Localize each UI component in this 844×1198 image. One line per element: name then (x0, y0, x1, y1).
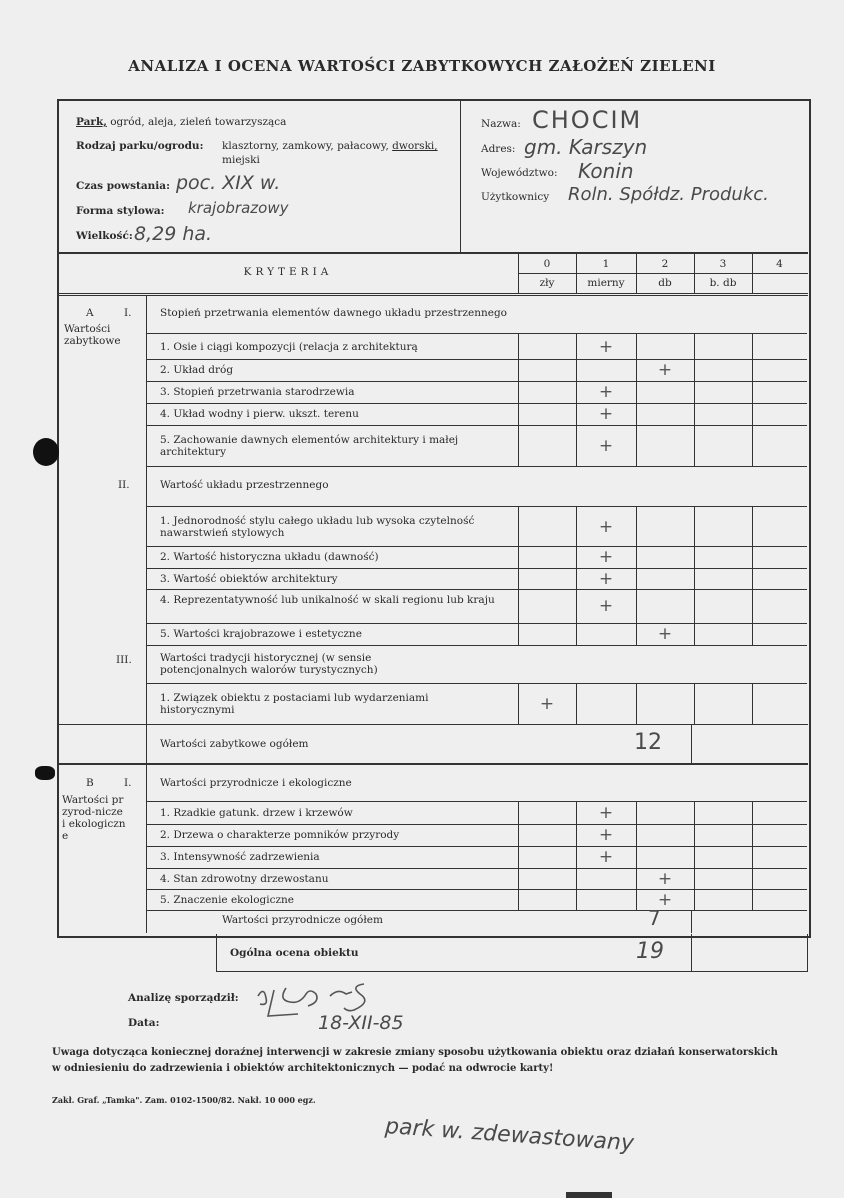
forma-label: Forma stylowa: (76, 205, 165, 217)
criteria-row-label: 4. Reprezentatywność lub unikalność w skali regionu lub kraju (160, 594, 495, 606)
sporzadzil-label: Analizę sporządził: (128, 992, 239, 1004)
uwaga-line-2: w odniesieniu do zadrzewienia i obiektów architektonicznych — podać na odwrocie karty! (52, 1063, 554, 1074)
row-cell-divider (576, 334, 577, 359)
scan-mark (566, 1192, 612, 1198)
row-cell-divider (752, 568, 753, 589)
criteria-header-bottom-line (58, 293, 808, 294)
handwritten-note: park w. zdewastowany (384, 1114, 635, 1157)
row-cell-divider (576, 889, 577, 910)
total-a-divider (691, 724, 692, 763)
row-cell-divider (752, 824, 753, 846)
row-cell-divider (752, 589, 753, 623)
row-bottom-line (147, 846, 807, 847)
col-header-num-2: 2 (661, 258, 669, 270)
criteria-row-mark: + (539, 694, 555, 714)
criteria-row-label: 3. Stopień przetrwania starodrzewia (160, 386, 355, 398)
total-a-value: 12 (634, 730, 662, 755)
row-cell-divider (694, 425, 695, 466)
wojewodztwo-value: Konin (578, 159, 634, 183)
criteria-row-label: 1. Rzadkie gatunk. drzew i krzewów (160, 806, 353, 819)
section-a-top-line (58, 295, 808, 296)
section-a-roman-3: III. (116, 654, 132, 666)
row-cell-divider (694, 381, 695, 403)
row-cell-divider (518, 684, 519, 724)
row-bottom-line (147, 623, 807, 624)
row-cell-divider (518, 546, 519, 568)
row-bottom-line (147, 359, 807, 360)
group-a2-heading: Wartość układu przestrzennego (160, 479, 329, 491)
criteria-row-mark: + (657, 868, 673, 889)
punch-hole-bottom (35, 766, 55, 780)
criteria-row-mark: + (598, 802, 614, 823)
criteria-row-mark: + (598, 568, 614, 589)
criteria-row-mark: + (598, 516, 614, 537)
row-cell-divider (518, 334, 519, 359)
section-a-roman-2: II. (118, 479, 130, 491)
row-cell-divider (518, 801, 519, 824)
section-b-roman: I. (124, 777, 132, 789)
row-cell-divider (636, 403, 637, 425)
col-header-num-3: 3 (719, 258, 727, 270)
criteria-row-label: 2. Wartość historyczna układu (dawność) (160, 551, 379, 563)
col-header-num-1: 1 (602, 258, 610, 270)
row-cell-divider (694, 623, 695, 645)
uwaga-line-1: Uwaga dotycząca koniecznej doraźnej interwencji w zakresie zmiany sposobu użytkowania obiektu oraz działań konserwatorskich (52, 1047, 778, 1058)
criteria-row-mark: + (657, 360, 673, 380)
row-cell-divider (576, 425, 577, 466)
section-b-letter: B (86, 777, 94, 789)
criteria-row-label: 4. Stan zdrowotny drzewostanu (160, 872, 329, 885)
row-cell-divider (518, 507, 519, 546)
park-type-line: Park, ogród, aleja, zieleń towarzysząca (76, 116, 287, 128)
row-cell-divider (576, 824, 577, 846)
row-cell-divider (636, 846, 637, 868)
total-b-top-line (147, 910, 807, 911)
row-cell-divider (694, 868, 695, 889)
criteria-row-mark: + (598, 336, 614, 357)
row-cell-divider (518, 568, 519, 589)
criteria-row-label: 4. Układ wodny i pierw. ukszt. terenu (160, 408, 359, 420)
row-cell-divider (518, 846, 519, 868)
wielkosc-value: 8,29 ha. (134, 223, 213, 245)
row-cell-divider (518, 623, 519, 645)
ogolna-label: Ogólna ocena obiektu (230, 947, 359, 959)
row-bottom-line (147, 824, 807, 825)
total-b-label: Wartości przyrodnicze ogółem (222, 914, 383, 926)
adres-value: gm. Karszyn (524, 135, 648, 159)
data-value: 18-XII-85 (318, 1012, 404, 1034)
row-bottom-line (147, 546, 807, 547)
row-bottom-line (147, 568, 807, 569)
criteria-row-mark: + (598, 825, 614, 845)
row-cell-divider (694, 824, 695, 846)
header-divider (460, 100, 461, 253)
row-cell-divider (752, 425, 753, 466)
row-cell-divider (576, 568, 577, 589)
ogolna-value: 19 (636, 939, 664, 964)
uzytkownicy-value: Roln. Spółdz. Produkc. (568, 184, 769, 205)
row-cell-divider (752, 684, 753, 724)
row-cell-divider (636, 623, 637, 645)
criteria-row-label: 3. Intensywność zadrzewienia (160, 851, 320, 863)
data-label: Data: (128, 1017, 160, 1029)
row-cell-divider (636, 546, 637, 568)
criteria-row-label: 3. Wartość obiektów architektury (160, 572, 338, 585)
row-cell-divider (576, 546, 577, 568)
row-cell-divider (636, 507, 637, 546)
criteria-row-label: 1. Osie i ciągi kompozycji (relacja z architekturą (160, 340, 418, 353)
row-cell-divider (752, 507, 753, 546)
row-cell-divider (636, 589, 637, 623)
group-a3-line (147, 683, 807, 684)
print-info: Zakł. Graf. „Tamka". Zam. 0102-1500/82. Nakł. 10 000 egz. (52, 1095, 316, 1105)
col-header-name-2: db (658, 277, 672, 289)
punch-hole-top (33, 438, 59, 466)
nazwa-value: CHOCIM (532, 106, 643, 134)
row-cell-divider (694, 403, 695, 425)
row-cell-divider (518, 824, 519, 846)
rodzaj-selected: dworski, (392, 140, 438, 152)
criteria-row-mark: + (598, 547, 614, 567)
section-a-bottom-line (58, 763, 808, 765)
criteria-row-label: 2. Drzewa o charakterze pomników przyrody (160, 829, 400, 841)
row-cell-divider (518, 589, 519, 623)
criteria-row-mark: + (598, 847, 614, 867)
col-header-name-1: mierny (587, 277, 625, 289)
kryteria-label: KRYTERIA (243, 266, 333, 278)
row-cell-divider (518, 425, 519, 466)
section-b-left-divider (146, 765, 147, 933)
row-cell-divider (636, 425, 637, 466)
row-cell-divider (752, 868, 753, 889)
row-cell-divider (752, 403, 753, 425)
row-cell-divider (694, 889, 695, 910)
row-cell-divider (636, 868, 637, 889)
row-cell-divider (694, 684, 695, 724)
section-b-name: Wartości przyrod-nicze i ekologiczne (62, 794, 126, 842)
ogolna-divider (691, 934, 692, 971)
group-a3-heading: Wartości tradycji historycznej (w sensie potencjonalnych walorów turystycznych) (160, 652, 378, 676)
row-cell-divider (636, 801, 637, 824)
section-a-letter: A (86, 307, 94, 319)
criteria-row-label: 2. Układ dróg (160, 364, 234, 376)
park-type-selected: Park, (76, 116, 107, 128)
section-a-roman: I. (124, 307, 132, 319)
row-bottom-line (147, 425, 807, 426)
row-bottom-line (147, 589, 807, 590)
criteria-row-label: 1. Jednorodność stylu całego układu lub wysoka czytelność nawarstwień stylowych (160, 514, 475, 539)
row-cell-divider (636, 359, 637, 381)
criteria-row-mark: + (598, 435, 614, 456)
rodzaj-label: Rodzaj parku/ogrodu: (76, 140, 204, 152)
criteria-row-label: 5. Zachowanie dawnych elementów architektury i małej architektury (160, 433, 459, 458)
row-cell-divider (752, 846, 753, 868)
row-cell-divider (576, 684, 577, 724)
criteria-row-mark: + (657, 624, 673, 644)
row-cell-divider (576, 623, 577, 645)
row-cell-divider (752, 623, 753, 645)
col-header-name-3: b. db (709, 277, 737, 289)
rodzaj-options-2: miejski (222, 154, 260, 166)
criteria-row-label: 1. Związek obiektu z postaciami lub wydarzeniami historycznymi (160, 692, 429, 716)
group-b1-heading: Wartości przyrodnicze i ekologiczne (160, 777, 352, 789)
row-cell-divider (694, 568, 695, 589)
row-cell-divider (752, 359, 753, 381)
wojewodztwo-label: Województwo: (481, 167, 558, 179)
total-a-top-line (58, 724, 808, 725)
row-cell-divider (752, 334, 753, 359)
row-cell-divider (518, 381, 519, 403)
row-cell-divider (518, 868, 519, 889)
row-cell-divider (694, 359, 695, 381)
group-a1-heading: Stopień przetrwania elementów dawnego układu przestrzennego (160, 307, 507, 319)
row-cell-divider (576, 359, 577, 381)
group-b1-line (147, 801, 807, 802)
adres-label: Adres: (481, 143, 516, 155)
col-header-mid-line (518, 273, 808, 274)
czas-label: Czas powstania: (76, 180, 170, 192)
row-cell-divider (694, 589, 695, 623)
row-cell-divider (518, 403, 519, 425)
criteria-row-mark: + (598, 404, 614, 424)
criteria-row-label: 5. Wartości krajobrazowe i estetyczne (160, 628, 362, 640)
row-cell-divider (636, 568, 637, 589)
row-cell-divider (694, 846, 695, 868)
row-cell-divider (636, 381, 637, 403)
row-cell-divider (576, 507, 577, 546)
nazwa-label: Nazwa: (481, 118, 521, 130)
row-cell-divider (576, 846, 577, 868)
total-b-divider (691, 910, 692, 933)
row-bottom-line (147, 466, 807, 467)
rodzaj-options: klasztorny, zamkowy, pałacowy, dworski, (222, 140, 438, 152)
group-a1-line (147, 333, 807, 334)
row-bottom-line (147, 645, 807, 646)
uzytkownicy-label: Użytkownicy (481, 191, 550, 203)
row-cell-divider (636, 684, 637, 724)
row-cell-divider (694, 801, 695, 824)
row-cell-divider (576, 589, 577, 623)
row-cell-divider (752, 546, 753, 568)
row-cell-divider (636, 824, 637, 846)
row-cell-divider (636, 889, 637, 910)
czas-value: poc. XIX w. (176, 172, 281, 194)
total-a-label: Wartości zabytkowe ogółem (160, 738, 309, 750)
header-bottom-line (58, 252, 808, 254)
forma-value: krajobrazowy (188, 199, 289, 217)
wielkosc-label: Wielkość: (76, 230, 133, 242)
row-cell-divider (694, 334, 695, 359)
row-cell-divider (576, 801, 577, 824)
criteria-row-mark: + (598, 596, 614, 616)
row-cell-divider (752, 801, 753, 824)
row-cell-divider (576, 381, 577, 403)
criteria-row-label: 5. Znaczenie ekologiczne (160, 893, 295, 906)
row-cell-divider (694, 546, 695, 568)
row-cell-divider (576, 868, 577, 889)
row-bottom-line (147, 381, 807, 382)
row-cell-divider (694, 507, 695, 546)
row-bottom-line (147, 403, 807, 404)
section-left-divider (146, 295, 147, 763)
row-bottom-line (147, 868, 807, 869)
row-cell-divider (752, 381, 753, 403)
row-cell-divider (576, 403, 577, 425)
total-b-value: 7 (648, 906, 661, 930)
row-cell-divider (518, 889, 519, 910)
page-title: ANALIZA I OCENA WARTOŚCI ZABYTKOWYCH ZAŁOŻEŃ ZIELENI (128, 57, 716, 75)
group-a2-line (147, 506, 807, 507)
col-header-name-0: zły (539, 277, 555, 289)
col-header-num-0: 0 (543, 258, 551, 270)
row-bottom-line (147, 889, 807, 890)
row-cell-divider (752, 889, 753, 910)
col-header-num-4: 4 (776, 258, 783, 270)
criteria-row-mark: + (598, 382, 614, 402)
section-a-name: Wartości zabytkowe (64, 323, 121, 347)
row-cell-divider (518, 359, 519, 381)
row-cell-divider (636, 334, 637, 359)
criteria-row-mark: + (657, 889, 673, 910)
